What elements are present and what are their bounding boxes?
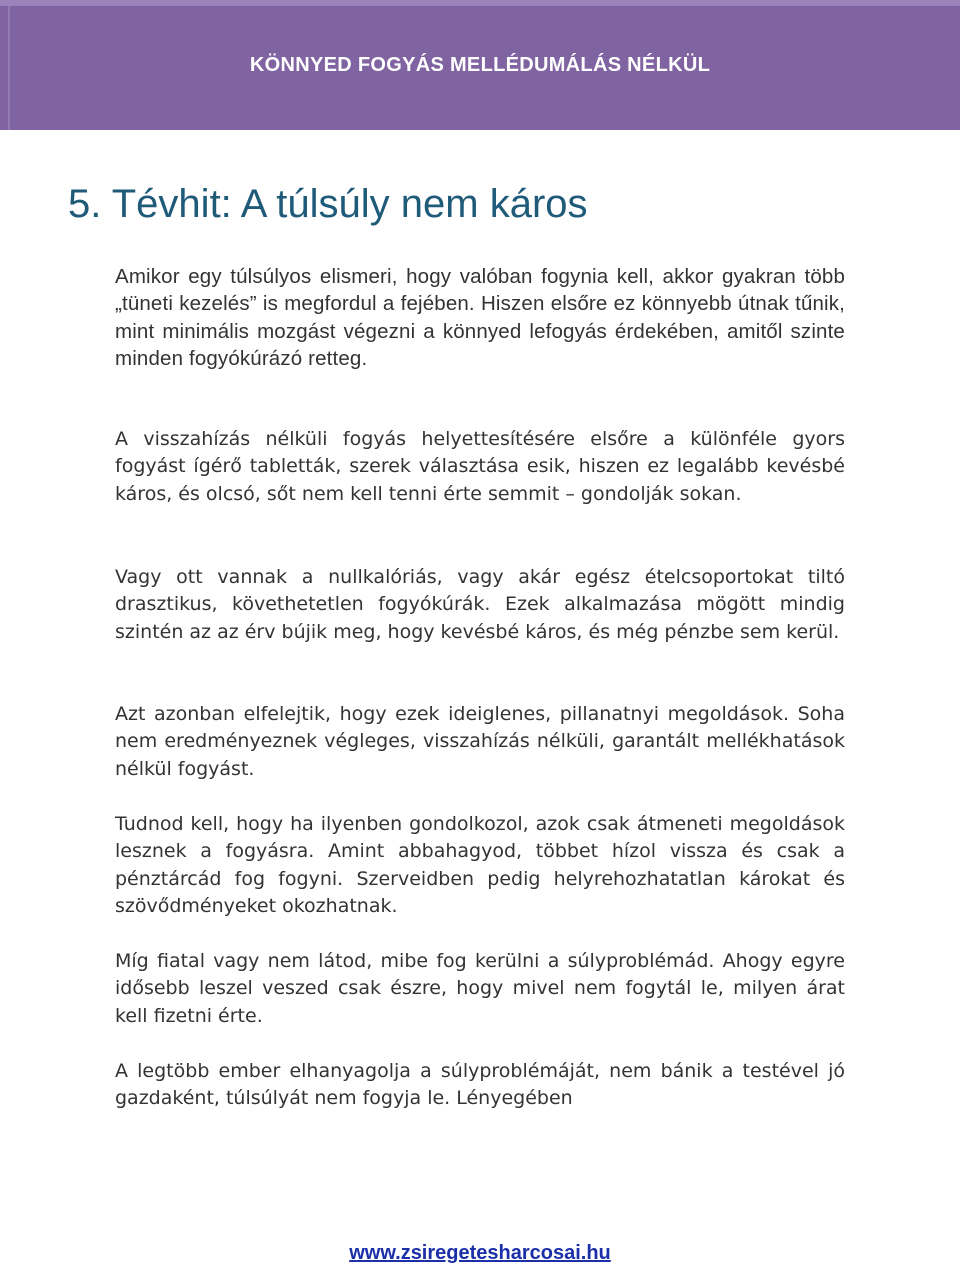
paragraph-2: A visszahízás nélküli fogyás helyettesítésére elsőre a különféle gyors fogyást ígérő tabletták, szerek választása esik, hiszen ez legalább kevésbé káros, és olcsó, sőt nem kell tenni érte semmit – gondolják sokan. xyxy=(115,428,845,505)
chapter-title: 5. Tévhit: A túlsúly nem káros xyxy=(68,182,588,226)
footer-website-link[interactable]: www.zsiregetesharcosai.hu xyxy=(349,1242,611,1264)
paragraph-3: Vagy ott vannak a nullkalóriás, vagy akár egész ételcsoportokat tiltó drasztikus, követhetetlen fogyókúrák. Ezek alkalmazása mögött mindig szintén az az érv bújik meg, hogy kevésbé káros, és még pénzbe sem kerül. xyxy=(115,566,845,643)
header-band xyxy=(0,0,960,130)
paragraph-7: A legtöbb ember elhanyagolja a súlyproblémáját, nem bánik a testével jó gazdaként, túlsúlyát nem fogyja le. Lényegében xyxy=(115,1060,845,1110)
paragraph-6: Míg fiatal vagy nem látod, mibe fog kerülni a súlyproblémád. Ahogy egyre idősebb leszel veszed csak észre, hogy mivel nem fogytál le, milyen árat kell fizetni érte. xyxy=(115,950,845,1027)
header-title: KÖNNYED FOGYÁS MELLÉDUMÁLÁS NÉLKÜL xyxy=(249,54,711,76)
paragraph-5: Tudnod kell, hogy ha ilyenben gondolkozol, azok csak átmeneti megoldások lesznek a fogyásra. Amint abbahagyod, többet hízol vissza és csak a pénztárcád fog fogyni. Szerveidben pedig helyrehozhatatlan károkat és szövődményeket okozhatnak. xyxy=(115,813,845,918)
paragraph-4: Azt azonban elfelejtik, hogy ezek ideiglenes, pillanatnyi megoldások. Soha nem eredményeznek végleges, visszahízás nélküli, garantált mellékhatások nélkül fogyást. xyxy=(115,703,845,780)
paragraph-1: Amikor egy túlsúlyos elismeri, hogy valóban fogynia kell, akkor gyakran több „tüneti kezelés” is megfordul a fejében. Hiszen elsőre ez könnyebb útnak tűnik, mint minimális mozgást végezni a könnyed lefogyás érdekében, amitől szinte minden fogyókúrázó retteg. xyxy=(115,265,845,371)
